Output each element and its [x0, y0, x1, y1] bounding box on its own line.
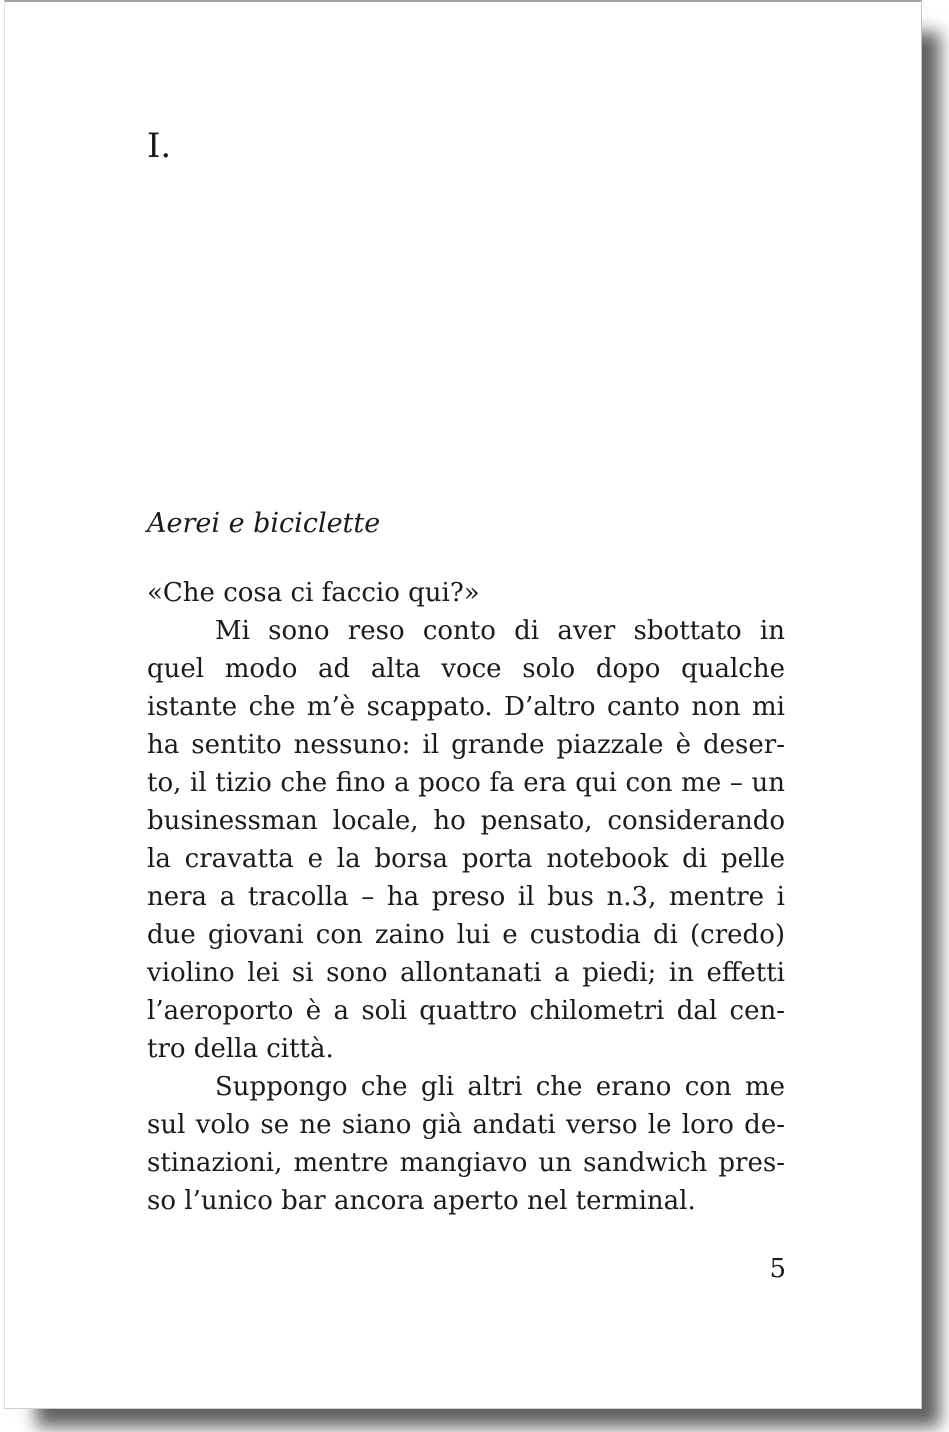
body-text [147, 574, 785, 1220]
page-number: 5 [769, 1254, 786, 1284]
text-line: istante che m’è scappato. D’altro canto non mi [147, 692, 785, 722]
text-line: nera a tracolla – ha preso il bus n.3, mentre i [147, 882, 785, 912]
chapter-title: Aerei e biciclette [147, 508, 381, 539]
text-line: violino lei si sono allontanati a piedi; in effetti [147, 958, 785, 988]
text-line: businessman locale, ho pensato, considerando [147, 806, 785, 836]
chapter-number: I. [147, 126, 172, 166]
text-line: sul volo se ne siano già andati verso le loro de- [147, 1110, 785, 1140]
book-page [4, 0, 922, 1409]
text-line: Suppongo che gli altri che erano con me [215, 1072, 785, 1102]
text-line: l’aeroporto è a soli quattro chilometri dal cen- [147, 996, 785, 1026]
text-line: la cravatta e la borsa porta notebook di pelle [147, 844, 785, 874]
text-line: to, il tizio che fino a poco fa era qui con me – un [147, 768, 785, 798]
text-line: «Che cosa ci faccio qui?» [147, 578, 480, 608]
text-line: stinazioni, mentre mangiavo un sandwich pres- [147, 1148, 785, 1178]
text-line: quel modo ad alta voce solo dopo qualche [147, 654, 785, 684]
text-line: so l’unico bar ancora aperto nel terminal. [147, 1186, 696, 1216]
text-line: Mi sono reso conto di aver sbottato in [215, 616, 785, 646]
text-line: tro della città. [147, 1034, 334, 1064]
text-line: ha sentito nessuno: il grande piazzale è deser- [147, 730, 785, 760]
text-line: due giovani con zaino lui e custodia di (credo) [147, 920, 785, 950]
